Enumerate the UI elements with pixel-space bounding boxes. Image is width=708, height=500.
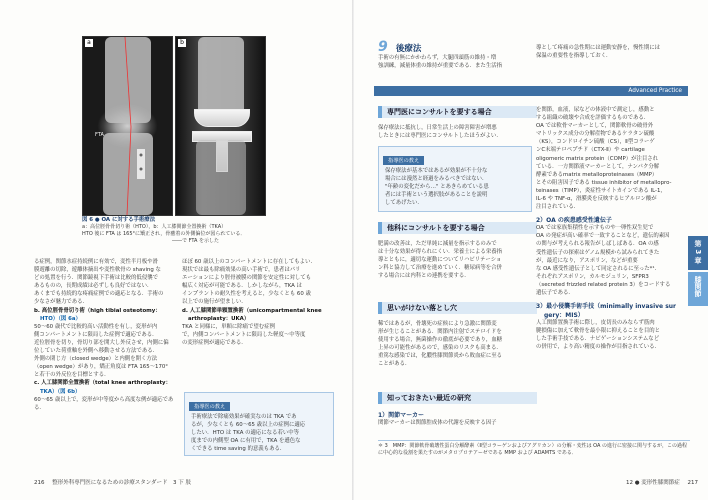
- subheading-2: 2）OA の疾患感受性遺伝子: [536, 217, 612, 225]
- left-footer: [34, 478, 191, 486]
- right-page: [354, 0, 708, 500]
- body-line: 関節マーカーは関節腔成体の代謝を反映する因子: [378, 420, 497, 426]
- tibia-bone: [196, 140, 246, 215]
- footer-text: 12 ● 変形性膝関節症: [626, 480, 680, 486]
- pitfall-body: [378, 320, 534, 369]
- note-line: 手術療法で除痛効果が確実なのは TKA であ: [191, 414, 297, 420]
- note-line: したい．HTO は TKA の適応になる若い中等: [191, 430, 300, 437]
- page-number: 217: [687, 480, 699, 486]
- chapter-name-tab: [688, 272, 708, 306]
- body-line: 遺伝子である．: [536, 289, 574, 296]
- mentor-note-box: [184, 392, 334, 456]
- body-line: 60〜65 歳以上で，変形が中等度から高度な例が適応である．: [34, 396, 174, 411]
- body-line: した手術手技である．ナビゲーションシステムなど: [536, 336, 660, 343]
- body-line: 肥満の改善は，ただ単純に減量を指示するのみで: [378, 241, 497, 247]
- chapter-tab: [688, 236, 708, 270]
- body-line: （open wedge）があり，矯正角度は FTA 165〜170°: [34, 364, 169, 371]
- note-line: 者には手術という選択肢があることを説明: [385, 192, 488, 199]
- body-line: ほぼ 60 歳以上のコンパートメントに存在してもよい．: [182, 259, 316, 265]
- figure-label-a: a: [85, 39, 93, 47]
- body-line: が，最近になり，アスポリン，などが重要: [536, 257, 638, 264]
- left-column-2: [182, 258, 332, 347]
- footnote: [378, 440, 690, 457]
- body-line: 50〜60 歳代で比較的高い活動性を有し，変形が内: [34, 323, 158, 330]
- body-line: 現状では最も除痛効果の高い手術で，患者はパリ: [182, 267, 301, 274]
- femoral-implant: [194, 109, 250, 127]
- body-line: 保温の重要性を指導しておく．: [536, 53, 612, 60]
- body-line: 保存療法に抵抗し，日常生活上の障害障害が増悪: [378, 125, 497, 131]
- intro-left: [378, 54, 532, 70]
- other-dept-heading: 他科にコンサルトを要する場合: [378, 222, 537, 234]
- uka-heading-2: arthroplasty：UKA）: [188, 315, 250, 322]
- right-column-2: [536, 106, 684, 351]
- fta-lines-icon: [83, 37, 172, 215]
- xray-image-a: [82, 36, 173, 216]
- body-line: 人工関節置換手術に際し，皮切長のみならず筋肉: [536, 320, 655, 327]
- caption-title: 図 6 ● OA に対する手術療法: [82, 217, 156, 223]
- note-line: るが，少なくとも 60〜65 歳以上の症例に適応: [191, 422, 306, 429]
- body-line: 位していた荷重軸を外側へ移動させる方法である．: [34, 348, 158, 355]
- hto-heading-2: HTO）（図 6a）: [40, 315, 81, 322]
- body-line: ンC末端テロペプチド（CTX-Ⅱ）や cartilage: [536, 147, 645, 154]
- body-line: 近位脛骨を切り，骨切り部を開大し外反させ，内側に偏: [34, 339, 169, 346]
- tka-heading: c. 人工膝関節全置換術（total knee arthroplasty：: [34, 380, 171, 387]
- pitfall-heading: 思いがけない落とし穴: [378, 302, 537, 314]
- note-line: 度までの内側型 OA に有用で，TKA を遜色な: [191, 438, 301, 445]
- body-line: で，内側コンパートメントに限局した軽度〜中等度: [182, 331, 306, 338]
- body-line: 受性遺伝子の探索はゲノム規模から試みられてきた: [536, 249, 660, 256]
- note-line: してあげたい．: [385, 200, 423, 207]
- body-line: 使用する場合，無菌操作の徹底が必要であり，血糖: [378, 337, 502, 344]
- body-line: IL-6 や TNF-α，滑膜炎を反映するヒアルロン酸が: [536, 196, 657, 203]
- research-body: [378, 410, 534, 427]
- body-line: 幅広く対応が可能である．しかしながら，TKA は: [182, 283, 302, 290]
- body-line: の関与が考えられる報告がしばしばある．OA の感: [536, 241, 659, 248]
- body-line: 注目されている．: [536, 204, 580, 211]
- body-line: は十分な効果が得られにくい．栄養士による栄養指: [378, 249, 502, 256]
- body-line: 酵素であるmatrix metalloproteinases（MMP）: [536, 171, 658, 178]
- body-line: あくまでも持続的な疼痛症例での適応となる．手術の: [34, 291, 164, 298]
- body-line: （KS），コンドロイチン硫酸（CS），Ⅱ型コラーゲ: [536, 139, 655, 146]
- mentor-note-title: 指導医の教え: [383, 156, 424, 165]
- body-line: を関節，血液，尿などの体液中で測定し，感動と: [536, 107, 655, 113]
- body-line: 少なさが魅力である．: [34, 299, 88, 306]
- section-heading: [378, 36, 421, 55]
- note-line: 保存療法が基本ではあるが効果が不十分な: [385, 168, 488, 174]
- femur-bone: [198, 37, 244, 117]
- body-line: どの処置を行う．関節鏡視下手術は比較的低侵襲で: [34, 275, 158, 282]
- body-line: 形が生じることがある．関節内注射でステロイドを: [378, 329, 502, 336]
- body-line: ン科と協力して治療を進めていく．糖尿病等を合併: [378, 265, 502, 272]
- body-line: oligomeric matrix protein（COMP）が注目され: [536, 155, 659, 162]
- body-line: OA では軟骨マーカーとして，関節軟骨の破骨外: [536, 123, 654, 130]
- body-line: したときには専門医にコンサルトしたほうがよい．: [378, 133, 502, 140]
- body-line: エーションにより脛骨被膜の関節を安定性に対しても: [182, 275, 312, 282]
- consult-heading: 専門医にコンサルトを要する場合: [378, 106, 537, 118]
- section-title: 後療法: [395, 44, 422, 54]
- fta-label: FTA: [95, 132, 104, 138]
- body-line: TKA と同様に，単顆に除痛で望む症例: [182, 323, 275, 330]
- body-line: の変形症例が適応である．: [182, 339, 247, 346]
- body-line: マトリックス成分の分解産物であるケラタン硫酸: [536, 131, 655, 138]
- body-line: 導とともに，適切な運動についてリハビリテーショ: [378, 257, 502, 264]
- chapter-tab-label: 第 3 章: [694, 240, 702, 264]
- section-number: 9: [378, 39, 388, 55]
- mentor-note-box: [378, 146, 532, 212]
- subheading-3: 3）最小侵襲手術手技（minimally invasive sur: [536, 303, 677, 311]
- mentor-note-title: 指導医の教え: [189, 402, 230, 411]
- advanced-practice-bar: Advanced Practice: [374, 86, 688, 96]
- body-line: 導として疼痛の急性期には運動安静を，慢性期には: [536, 45, 660, 51]
- body-line: 強訓練，減量体重の維持が重要である．また生活指: [378, 63, 502, 70]
- figure-label-b: b: [178, 39, 186, 47]
- uka-heading: d. 人工膝関節単顆置換術（unicompartmental knee: [182, 307, 322, 314]
- body-line: する組織の破壊や合成を評価するものである．: [536, 115, 650, 122]
- body-line: teinases（TIMP），炎症性サイトカインである IL-1，: [536, 187, 666, 194]
- note-line: "年齢の変化だから…" とあきらめている患: [385, 184, 489, 191]
- body-line: （secreted frizzled related protein 3）をコードする: [536, 281, 671, 288]
- body-line: 上昇の可能性があるので，感染のリスクも高まる．: [378, 345, 502, 352]
- caption-line: a：高位脛骨骨切り術（HTO），b：人工膝関節全置換術（TKA）: [82, 224, 227, 231]
- right-footer: [626, 478, 698, 486]
- research-heading: 知っておきたい最近の研究: [378, 392, 537, 404]
- subheading-3b: gery：MIS）: [544, 312, 584, 320]
- page-number: 216: [34, 480, 45, 486]
- body-line: 腱損傷に加えて軟骨を最小限に抑えることを目的と: [536, 328, 660, 335]
- body-line: あるものの，長期成績は必ずしも良好ではない．: [34, 283, 153, 290]
- body-line: する場合には内科との連携を要する．: [378, 273, 470, 280]
- body-line: 重篤な感染では，化膿性膝関節炎から敗血症に至る: [378, 353, 502, 360]
- body-line: OA の発症が高い確率で一致することなど，遺伝的素因: [536, 233, 670, 240]
- body-line: 手術の有無にかかわらず，大腿四頭筋の維持・増: [378, 55, 497, 61]
- tka-heading-2: TKA）（図 6b）: [40, 388, 81, 395]
- body-line: と若干の外反位を目標とする．: [34, 372, 110, 379]
- caption-line: ――で FTA を示した: [172, 238, 220, 245]
- chapter-name-label: 膝関節: [694, 276, 702, 297]
- figure-caption: [82, 216, 272, 245]
- footer-text: 整形外科専門医になるための診療スタンダード 3 下 肢: [52, 480, 192, 486]
- body-line: 以上での施行が望ましい．: [182, 299, 247, 306]
- left-column-1: [34, 258, 176, 412]
- body-line: 外側の閉じ方（closed wedge）と内側を開く方法: [34, 356, 158, 363]
- intro-right: [536, 44, 692, 60]
- other-dept-body: [378, 240, 534, 280]
- body-line: 側コンパートメントに限局した症例で適応である．: [34, 331, 158, 338]
- research-subheading: 1）関節マーカー: [378, 412, 425, 419]
- footnote-text: ＊ 3 MMP：関節軟骨破壊性蛋白分解酵素（Ⅱ型コラーゲンおよびアグリカン）の分解・変性は OA の進行に密接に関与するが，この過程に中心的な役割を果たすのがメタロプロテアーゼである MMP および ADAMTS である．: [378, 443, 688, 456]
- body-line: それぞれアスポリン，カルモジュリン，SFPR3: [536, 273, 649, 280]
- body-line: OA では家族集積性を示すものや一卵性双生児で: [536, 225, 654, 232]
- body-line: の併用で，より高い精度の操作が目指されている．: [536, 344, 660, 351]
- body-line: とその阻害因子である tissue inhibitor of metallopro-: [536, 179, 672, 186]
- body-line: 稀ではあるが，骨壊死の症候により急激に関節変: [378, 321, 497, 327]
- body-line: 膜遊離の切除，遊離体摘出や変性軟骨の shaving な: [34, 267, 161, 274]
- hto-heading: b. 高位脛骨骨切り術（high tibial osteotomy：: [34, 307, 161, 314]
- consult-body: [378, 124, 534, 140]
- caption-line: HTO 後に FTA は 165°に矯正され，骨癒着の外側偏位が図られている．: [82, 231, 246, 238]
- body-line: る症例，関節水症持続例に有効で，変性半月板や滑: [34, 259, 158, 265]
- xray-image-b: [175, 36, 266, 216]
- body-line: インプラントの耐久性を考えると，少なくとも 60 歳: [182, 291, 311, 298]
- body-line: な OA 感受性遺伝子として同定されるに至った*¹．: [536, 265, 660, 272]
- body-line: ことがある．: [378, 361, 411, 368]
- note-line: くできる time saving 的意義もある．: [191, 446, 286, 453]
- body-line: ている．一方関節液マーカーとして，ナンパク分解: [536, 163, 660, 170]
- note-line: 場合には漫然と経過をみるべきではない．: [385, 176, 488, 183]
